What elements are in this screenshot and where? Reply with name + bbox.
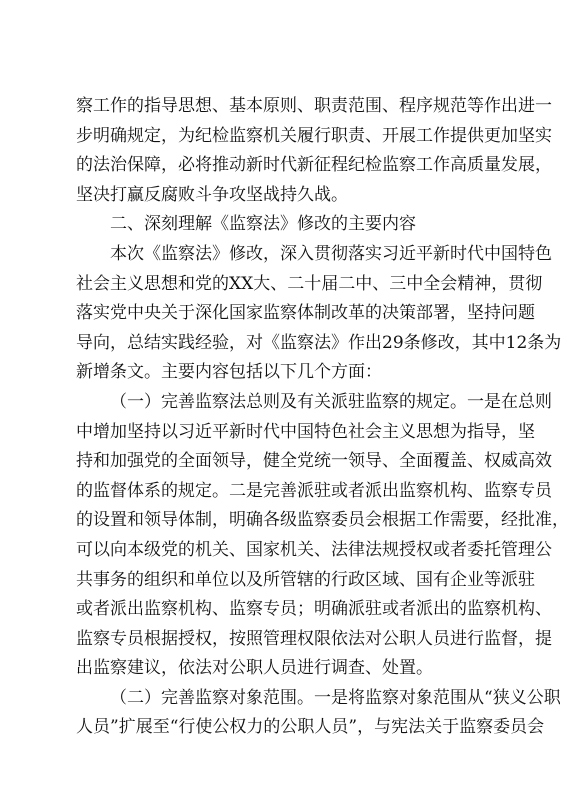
body-line-19: 监察专员根据授权，按照管理权限依法对公职人员进行监督，提 — [76, 628, 552, 649]
body-line-22: 人员”扩展至“行使公权力的公职人员”，与宪法关于监察委员会 — [76, 717, 545, 738]
body-line-16: 可以向本级党的机关、国家机关、法律法规授权或者委托管理公 — [76, 539, 552, 560]
body-line-1: 察工作的指导思想、基本原则、职责范围、程序规范等作出进一 — [76, 96, 552, 116]
section-heading: 二、深刻理解《监察法》修改的主要内容 — [110, 214, 416, 235]
body-line-4: 坚决打赢反腐败斗争攻坚战持久战。 — [76, 184, 348, 205]
body-line-17: 共事务的组织和单位以及所管辖的行政区域、国有企业等派驻 — [76, 569, 535, 590]
body-line-8: 落实党中央关于深化国家监察体制改革的决策部署，坚持问题 — [76, 303, 535, 324]
document-body — [76, 92, 569, 743]
body-line-15: 的设置和领导体制，明确各级监察委员会根据工作需要，经批准， — [76, 510, 569, 531]
subsection-one-line-1: （一）完善监察法总则及有关派驻监察的规定。一是在总则 — [110, 391, 552, 412]
body-line-20: 出监察建议，依法对公职人员进行调查、处置。 — [76, 658, 433, 679]
subsection-two-line-1: （二）完善监察对象范围。一是将监察对象范围从“狭义公职 — [110, 687, 561, 708]
body-line-7: 社会主义思想和党的XX大、二十届二中、三中全会精神，贯彻 — [76, 273, 543, 294]
body-line-14: 的监督体系的规定。二是完善派驻或者派出监察机构、监察专员 — [76, 480, 552, 501]
body-line-9: 导向，总结实践经验，对《监察法》作出29条修改，其中12条为 — [76, 332, 562, 353]
body-line-6: 本次《监察法》修改，深入贯彻落实习近平新时代中国特色 — [110, 243, 552, 264]
body-line-10: 新增条文。主要内容包括以下几个方面： — [76, 362, 382, 383]
body-line-12: 中增加坚持以习近平新时代中国特色社会主义思想为指导，坚 — [76, 421, 535, 442]
body-line-18: 或者派出监察机构、监察专员；明确派驻或者派出的监察机构、 — [76, 599, 552, 620]
body-line-2: 步明确规定，为纪检监察机关履行职责、开展工作提供更加坚实 — [76, 125, 552, 146]
body-line-3: 的法治保障，必将推动新时代新征程纪检监察工作高质量发展， — [76, 155, 552, 176]
body-line-13: 持和加强党的全面领导，健全党统一领导、全面覆盖、权威高效 — [76, 451, 552, 472]
